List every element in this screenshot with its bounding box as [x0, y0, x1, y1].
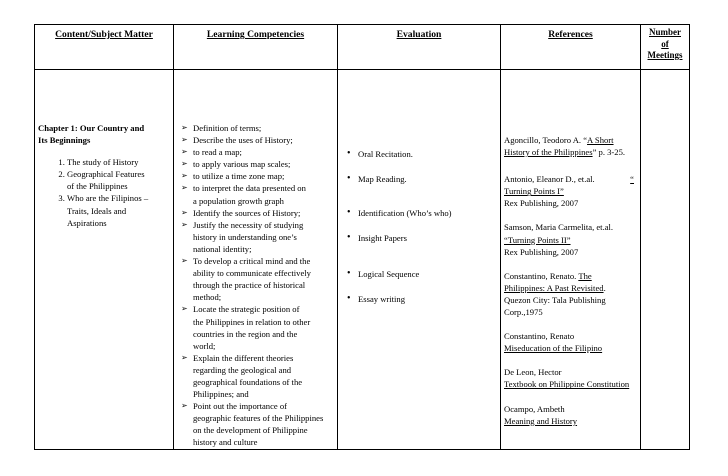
item-line: regarding the geological and [193, 364, 292, 375]
item-line: through the practice of historical [193, 280, 306, 291]
references-cell [501, 70, 641, 450]
topic-item [67, 192, 171, 228]
item-line: Explain the different theories [193, 352, 294, 363]
item-line: the Philippines in relation to other [193, 316, 311, 327]
item-line: Traits, Ideals and [67, 205, 127, 216]
topic-item [67, 156, 171, 168]
item-line: to apply various map scales; [193, 159, 291, 170]
header-evaluation: Evaluation [338, 25, 501, 70]
item-line: history and culture [193, 437, 258, 448]
item-line: to interpret the data presented on [193, 183, 306, 194]
item-line: Identify the sources of History; [193, 207, 301, 218]
item-line: To develop a critical mind and the [193, 256, 311, 267]
item-line: Aspirations [67, 217, 107, 228]
competency-item [178, 207, 334, 219]
evaluation-item: • Logical Sequence [344, 268, 498, 280]
reference-item: Constantino, Renato. The Philippines: A Past Revisited. Quezon City: Tala Publishing Corp.,1975 [504, 270, 606, 318]
competency-item [178, 134, 334, 146]
competencies-cell [174, 70, 338, 450]
syllabus-table [34, 24, 690, 450]
reference-item: Agoncillo, Teodoro A. “A Short History of the Philippines” p. 3-25. [504, 135, 626, 158]
reference-item: Antonio, Eleanor D., et.al. “ Turning Points I” Rex Publishing, 2007 [504, 174, 634, 209]
header-content: Content/Subject Matter [35, 25, 174, 70]
content-cell [35, 70, 174, 450]
competency-item [178, 170, 334, 182]
evaluation-item: • Map Reading. [344, 173, 498, 185]
reference-item: De Leon, Hector Textbook on Philippine Constitution [504, 367, 630, 390]
competency-item [178, 255, 334, 303]
item-line: a population growth graph [193, 195, 284, 206]
item-line: Geographical Features [67, 169, 145, 180]
item-line: to read a map; [193, 147, 242, 158]
item-line: geographical foundations of the [193, 376, 303, 387]
reference-item: Ocampo, Ambeth Meaning and History [504, 403, 578, 426]
item-line: Point out the importance of [193, 401, 288, 412]
item-line: world; [193, 340, 216, 351]
item-line: countries in the region and the [193, 328, 298, 339]
item-line: to utilize a time zone map; [193, 171, 285, 182]
header-meetings: Number of Meetings [641, 25, 690, 70]
item-line: geographic features of the Philippines [193, 413, 324, 424]
evaluation-item: • Identification (Who’s who) [344, 207, 498, 219]
reference-item: Constantino, Renato Miseducation of the Filipino [504, 331, 603, 354]
item-line: Philippines; and [193, 389, 249, 400]
item-line: method; [193, 292, 222, 303]
competency-item [178, 303, 334, 351]
header-competencies: Learning Competencies [174, 25, 338, 70]
topic-list [38, 156, 171, 229]
evaluation-item: • Oral Recitation. [344, 148, 498, 160]
content-row [35, 70, 690, 450]
header-row [35, 25, 690, 70]
header-references: References [501, 25, 641, 70]
competency-list [178, 122, 334, 449]
evaluation-item: • Insight Papers [344, 232, 498, 244]
competency-item [178, 400, 334, 448]
competency-item [178, 219, 334, 255]
item-line: ability to communicate effectively [193, 268, 311, 279]
evaluation-list [344, 148, 498, 306]
evaluation-cell [338, 70, 501, 450]
competency-item [178, 352, 334, 400]
topic-item [67, 168, 171, 192]
competency-item [178, 146, 334, 158]
chapter-title: Chapter 1: Our Country and Its Beginnings [38, 123, 145, 146]
meetings-cell [641, 70, 690, 450]
item-line: Definition of terms; [193, 123, 262, 133]
item-line: Describe the uses of History; [193, 135, 293, 146]
item-line: national identity; [193, 243, 252, 254]
item-line: history in understanding one’s [193, 231, 297, 242]
item-line: Justify the necessity of studying [193, 219, 304, 230]
item-line: The study of History [67, 157, 139, 168]
reference-item: Samson, Maria Carmelita, et.al. “Turning Points II” Rex Publishing, 2007 [504, 222, 614, 257]
item-line: Locate the strategic position of [193, 304, 300, 315]
evaluation-item: • Essay writing [344, 293, 498, 305]
competency-item [178, 182, 334, 206]
item-line: on the development of Philippine [193, 425, 308, 436]
competency-item [178, 158, 334, 170]
item-line: Who are the Filipinos – [67, 193, 149, 204]
item-line: of the Philippines [67, 181, 128, 192]
competency-item [178, 122, 334, 134]
